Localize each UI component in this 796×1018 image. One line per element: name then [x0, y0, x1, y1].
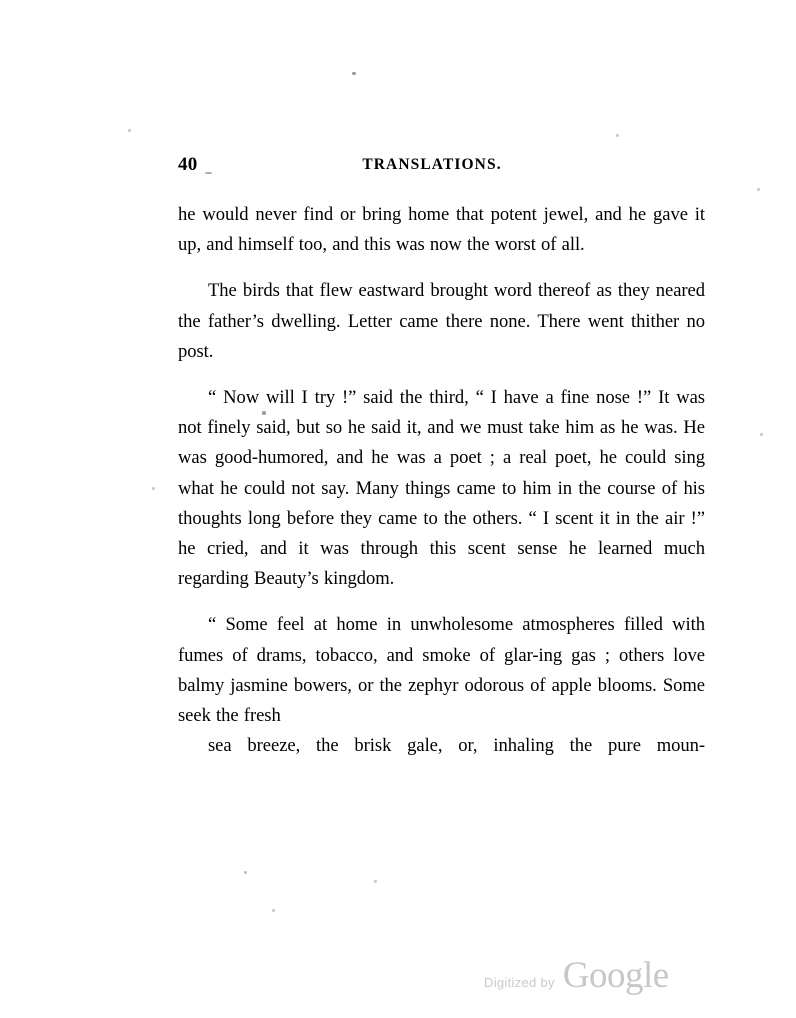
page-number: 40	[178, 154, 198, 175]
scan-speck	[152, 487, 155, 490]
paragraph	[178, 610, 705, 761]
scan-speck	[352, 72, 356, 75]
scan-speck	[374, 880, 377, 883]
scan-speck	[760, 433, 763, 436]
scan-speck	[128, 129, 131, 132]
body-text-block	[178, 200, 705, 761]
paragraph: The birds that flew eastward brought word thereof as they neared the father’s dwelling. Letter came there none. There went thither no post.	[178, 280, 705, 362]
paragraph: he would never find or bring home that potent jewel, and he gave it up, and himself too, and this was now the worst of all.	[178, 204, 705, 256]
scan-speck	[244, 871, 247, 874]
scan-speck	[272, 909, 275, 912]
scan-speck	[205, 172, 212, 174]
running-head	[178, 152, 710, 178]
digitized-by-google-watermark	[484, 957, 669, 994]
paragraph-body: “ Some feel at home in unwholesome atmospheres filled with fumes of drams, tobacco, and smoke of glar-ing gas ; others love balmy jasmine bowers, or the zephyr odorous of apple blooms. Some seek the fresh	[178, 614, 705, 727]
running-title: TRANSLATIONS.	[362, 156, 502, 173]
paragraph-last-line: sea breeze, the brisk gale, or, inhaling the pure moun-	[208, 735, 705, 757]
google-wordmark: Google	[562, 955, 669, 996]
scan-speck	[757, 188, 760, 191]
scan-speck	[616, 134, 619, 137]
paragraph: “ Now will I try !” said the third, “ I have a fine nose !” It was not finely said, but so he said it, and we must take him as he was. He was good-humored, and he was a poet ; a real poet, he could sing what he could not say. Many things came to him in the course of his thoughts long before they came to the others. “ I scent it in the air !” he cried, and it was through this scent sense he learned much regarding Beauty’s kingdom.	[178, 387, 705, 590]
watermark-prefix: Digitized by	[484, 975, 555, 990]
